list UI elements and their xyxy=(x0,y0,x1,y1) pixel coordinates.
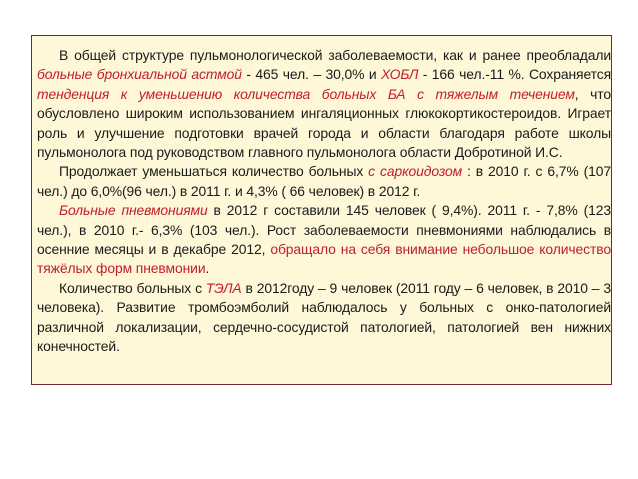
text-segment: - 166 чел.-11 %. Сохраняется xyxy=(418,66,611,83)
highlight-sarcoidosis: с саркоидозом xyxy=(368,163,463,180)
paragraph-asthma-copd xyxy=(37,46,611,162)
text-segment: , что обусловлено широким использованием ингаляционных глюкокортикостероидов. Играет роль и улучшение подготовки врачей города и области благодаря работе школы пульмонолога под руководством главного пульмонолога области Добротиной И.С. xyxy=(37,85,611,161)
highlight-pe: ТЭЛА xyxy=(205,279,242,296)
paragraph-pneumonia xyxy=(37,201,611,279)
highlight-copd: ХОБЛ xyxy=(380,66,419,83)
highlight-asthma: больные бронхиальной астмой xyxy=(37,66,242,83)
text-segment: в 2012 г составили 145 человек ( 9,4%). 2011 г. - 7,8% (123 чел.), в 2010 г.- 6,3% (103 чел.). Рост заболеваемости пневмониями наблюдались в осенние месяцы и в декабре 2012, xyxy=(37,202,611,258)
text-segment: Продолжает уменьшаться количество больных xyxy=(59,163,369,180)
paragraph-sarcoidosis xyxy=(37,162,611,201)
text-segment: - 465 чел. – 30,0% и xyxy=(241,66,381,83)
text-segment: : в 2010 г. с 6,7% (107 чел.) до 6,0%(96 чел.) в 2011 г. и 4,3% ( 66 человек) в 2012 г. xyxy=(37,163,611,199)
highlight-trend: тенденция к уменьшению количества больных БА с тяжелым течением xyxy=(37,85,575,102)
text-segment: В общей структуре пульмонологической заболеваемости, как и ранее преобладали xyxy=(59,47,611,63)
text-segment: . xyxy=(205,260,210,277)
highlight-severe-forms: обращало на себя внимание небольшое количество тяжёлых форм пневмонии xyxy=(37,241,611,277)
paragraph-pe xyxy=(37,279,611,357)
text-segment: в 2012году – 9 человек (2011 году – 6 человек, в 2010 – 3 человека). Развитие тромбоэмболий наблюдалось у больных с онко-патологией различной локализации, сердечно-сосудистой патологией, патологией вен нижних конечностей. xyxy=(37,279,611,355)
highlight-pneumonia: Больные пневмониями xyxy=(59,202,208,219)
text-segment: Количество больных с xyxy=(59,279,206,296)
body-text xyxy=(37,46,611,357)
